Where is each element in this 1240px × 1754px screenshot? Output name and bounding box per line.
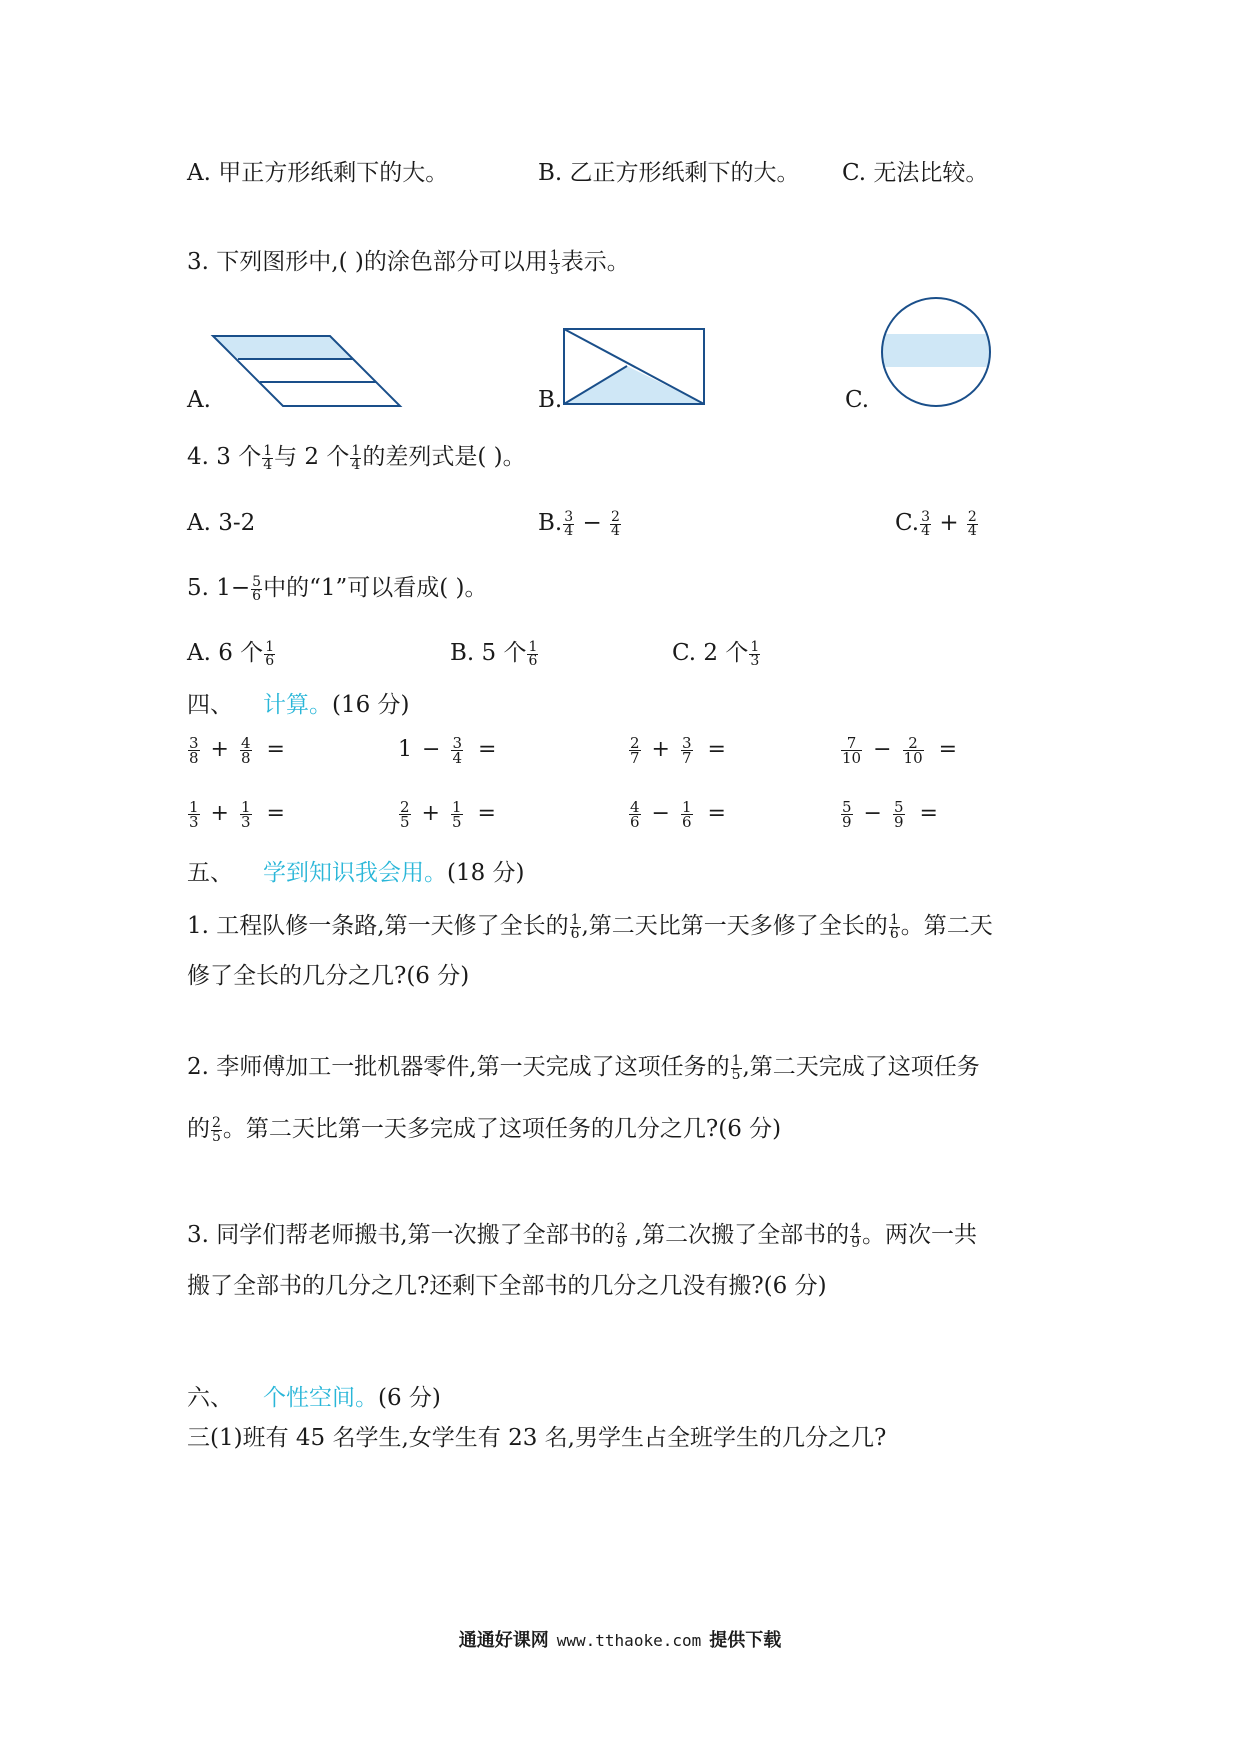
problem-3-line-1 xyxy=(187,1220,977,1250)
q5-option-b xyxy=(450,638,539,668)
calc-expression xyxy=(398,799,496,829)
problem-2-line-2 xyxy=(187,1114,781,1144)
q4-oc-fraction-2 xyxy=(967,508,978,539)
footer-site-name: 通通好课网 xyxy=(458,1630,549,1651)
q5-option-c xyxy=(672,638,761,668)
calc-fraction-b xyxy=(893,797,905,831)
q3-text-pre: 3. 下列图形中,( )的涂色部分可以用 xyxy=(187,249,548,275)
calc-fraction-b xyxy=(681,733,693,767)
calc-fraction-a xyxy=(841,733,862,767)
calc-expression xyxy=(628,735,726,765)
q5-f-num: 5 xyxy=(252,573,262,590)
p1-text-a: 1. 工程队修一条路,第一天修了全长的 xyxy=(187,913,569,939)
calc-fraction-a-num: 4 xyxy=(630,797,640,816)
q3-text-post: 表示。 xyxy=(560,249,630,275)
q4-ob-f1-num: 3 xyxy=(564,508,574,525)
q2-option-a: A. 甲正方形纸剩下的大。 xyxy=(187,160,449,186)
section-4-title: 计算。 xyxy=(263,692,332,718)
q5-f-den: 6 xyxy=(252,587,262,604)
p2-f1-den: 5 xyxy=(731,1066,741,1083)
q3-frac-den: 3 xyxy=(549,261,559,278)
q5-stem xyxy=(187,573,488,603)
calc-fraction-b-num: 3 xyxy=(681,733,692,752)
q3-stem xyxy=(187,247,630,277)
calc-equals: = xyxy=(266,737,285,762)
p1-f1-num: 1 xyxy=(570,911,580,928)
p3-text-b: ,第二次搬了全部书的 xyxy=(627,1222,850,1248)
p3-f2-num: 4 xyxy=(851,1220,861,1237)
q4-oc-f1-num: 3 xyxy=(921,508,931,525)
q4-oc-f2-num: 2 xyxy=(967,508,977,525)
q4-oc-f2-den: 4 xyxy=(967,522,977,539)
p3-text-c: 。两次一共 xyxy=(862,1222,978,1248)
calc-fraction-b-den: 9 xyxy=(893,812,904,831)
calc-fraction-b-num: 1 xyxy=(240,797,251,816)
section-4-number: 四、 xyxy=(187,692,233,718)
q5-oa-fraction xyxy=(264,638,275,669)
calc-fraction-b-num: 2 xyxy=(903,736,924,751)
q5-ob-text: B. 5 个 xyxy=(450,640,527,666)
p1-fraction-2 xyxy=(889,911,900,942)
p2-text-d: 。第二天比第一天多完成了这项任务的几分之几?(6 分) xyxy=(222,1116,782,1142)
section-6-number: 六、 xyxy=(187,1385,233,1411)
q4-f1-den: 4 xyxy=(263,456,273,473)
p3-fraction-1 xyxy=(616,1220,627,1251)
problem-3-line-2: 搬了全部书的几分之几?还剩下全部书的几分之几没有搬?(6 分) xyxy=(187,1273,827,1299)
q5-oc-fraction xyxy=(749,638,760,669)
p3-fraction-2 xyxy=(850,1220,861,1251)
calc-fraction-a-den: 9 xyxy=(842,812,852,831)
calc-fraction-a xyxy=(629,733,641,767)
calc-equals: = xyxy=(477,801,496,826)
calc-fraction-a-den: 8 xyxy=(189,748,199,767)
q4-ob-f2-den: 4 xyxy=(611,522,620,539)
p2-f2-den: 5 xyxy=(212,1128,221,1145)
calc-fraction-b-den: 4 xyxy=(452,748,462,767)
calc-fraction-a-num: 3 xyxy=(189,733,199,752)
q5-oa-den: 6 xyxy=(265,652,275,669)
q5-text-1: 5. 1− xyxy=(187,575,251,601)
q4-oc-operator: + xyxy=(932,510,966,536)
q3-label-c: C. xyxy=(845,387,870,413)
section-6-score: (6 分) xyxy=(378,1385,441,1411)
calc-fraction-a-den: 5 xyxy=(400,812,410,831)
calc-equals: = xyxy=(938,737,958,762)
q3-label-b: B. xyxy=(538,387,563,413)
calc-fraction-b xyxy=(903,733,924,767)
calc-fraction-a xyxy=(188,733,200,767)
calc-operator: − xyxy=(873,737,892,762)
calc-expression xyxy=(398,735,496,765)
calc-fraction-a-num: 7 xyxy=(841,736,862,751)
p1-text-c: 。第二天 xyxy=(900,913,993,939)
p1-f2-den: 6 xyxy=(889,925,899,942)
q3-frac-num: 1 xyxy=(549,247,559,264)
q4-f2-num: 1 xyxy=(351,442,361,459)
section-5-score: (18 分) xyxy=(447,860,525,886)
q4-option-c-label: C. xyxy=(895,510,920,536)
q4-f2-den: 4 xyxy=(351,456,361,473)
calc-whole: 1 xyxy=(398,737,412,762)
calc-fraction-b-den: 10 xyxy=(903,748,923,767)
calc-operator: − xyxy=(863,801,882,826)
p3-f1-num: 2 xyxy=(616,1220,626,1237)
p2-text-c: 的 xyxy=(187,1116,210,1142)
q5-ob-den: 6 xyxy=(528,652,538,669)
calc-fraction-b-num: 1 xyxy=(451,797,462,816)
calc-fraction-b xyxy=(240,733,252,767)
q4-ob-f2-num: 2 xyxy=(611,508,620,525)
calc-equals: = xyxy=(266,801,285,826)
calc-fraction-a-den: 7 xyxy=(630,748,640,767)
q5-oc-num: 1 xyxy=(750,638,760,655)
calc-operator: + xyxy=(210,737,229,762)
rectangle-shaded-triangle xyxy=(564,366,704,404)
rectangle-figure xyxy=(561,326,707,408)
problem-1-line-1 xyxy=(187,911,993,941)
calc-equals: = xyxy=(919,801,938,826)
section-4-heading xyxy=(187,690,410,720)
calc-fraction-a xyxy=(629,797,641,831)
q5-option-a xyxy=(187,638,276,668)
circle-shaded-band xyxy=(878,334,994,367)
q5-oa-num: 1 xyxy=(265,638,275,655)
p2-fraction-2 xyxy=(211,1114,222,1145)
q4-option-a: A. 3-2 xyxy=(187,510,256,536)
q3-fraction xyxy=(549,247,560,278)
q3-label-a: A. xyxy=(187,387,211,413)
calc-fraction-a-num: 2 xyxy=(630,733,640,752)
q2-option-c: C. 无法比较。 xyxy=(842,160,989,186)
section-6-heading xyxy=(187,1383,441,1413)
section-5-number: 五、 xyxy=(187,860,233,886)
problem-2-line-1 xyxy=(187,1052,980,1082)
calc-fraction-b xyxy=(240,797,252,831)
p2-fraction-1 xyxy=(731,1052,742,1083)
calc-fraction-b-num: 5 xyxy=(893,797,904,816)
p1-fraction-1 xyxy=(570,911,581,942)
calc-fraction-a-den: 10 xyxy=(842,748,862,767)
q4-text-2: 与 2 个 xyxy=(274,444,350,470)
calc-fraction-b-den: 3 xyxy=(240,812,251,831)
footer-url[interactable]: www.tthaoke.com xyxy=(556,1631,702,1650)
calc-fraction-b-den: 8 xyxy=(240,748,251,767)
calc-operator: − xyxy=(422,737,441,762)
q4-fraction-2 xyxy=(350,442,361,473)
calc-fraction-a-num: 1 xyxy=(189,797,199,816)
p3-text-a: 3. 同学们帮老师搬书,第一次搬了全部书的 xyxy=(187,1222,615,1248)
calc-fraction-b xyxy=(451,797,463,831)
q5-text-2: 中的“1”可以看成( )。 xyxy=(263,575,488,601)
section-6-title: 个性空间。 xyxy=(263,1385,378,1411)
calc-fraction-a-den: 3 xyxy=(189,812,199,831)
calc-operator: + xyxy=(421,801,440,826)
q4-option-b xyxy=(538,508,622,538)
calc-fraction-b-den: 5 xyxy=(451,812,462,831)
q5-ob-num: 1 xyxy=(528,638,538,655)
calc-fraction-a xyxy=(188,797,200,831)
calc-equals: = xyxy=(477,737,497,762)
calc-equals: = xyxy=(707,801,726,826)
p2-f1-num: 1 xyxy=(731,1052,741,1069)
q2-option-b: B. 乙正方形纸剩下的大。 xyxy=(538,160,800,186)
parallelogram-shaded-strip xyxy=(213,336,353,359)
calc-fraction-a xyxy=(399,797,411,831)
calc-fraction-b-den: 6 xyxy=(681,812,692,831)
calc-expression xyxy=(628,799,726,829)
q5-oc-den: 3 xyxy=(750,652,760,669)
q4-option-c xyxy=(895,508,979,538)
p3-f2-den: 9 xyxy=(851,1234,861,1251)
parallelogram-figure xyxy=(210,334,406,410)
p1-f1-den: 6 xyxy=(570,925,580,942)
calc-fraction-b-num: 1 xyxy=(681,797,692,816)
calc-fraction-b-num: 3 xyxy=(452,733,462,752)
section-4-score: (16 分) xyxy=(332,692,410,718)
problem-6: 三(1)班有 45 名学生,女学生有 23 名,男学生占全班学生的几分之几? xyxy=(187,1425,887,1451)
q4-text-3: 的差列式是( )。 xyxy=(362,444,526,470)
calc-fraction-b-num: 4 xyxy=(240,733,251,752)
footer-tail: 提供下载 xyxy=(709,1630,782,1651)
q4-ob-fraction-1 xyxy=(563,508,574,539)
calc-expression xyxy=(187,799,285,829)
calc-expression xyxy=(840,799,938,829)
problem-1-line-2: 修了全长的几分之几?(6 分) xyxy=(187,963,470,989)
q5-ob-fraction xyxy=(527,638,538,669)
q4-text-1: 4. 3 个 xyxy=(187,444,262,470)
q4-oc-f1-den: 4 xyxy=(921,522,931,539)
page-footer xyxy=(0,1626,1240,1652)
q5-fraction xyxy=(251,573,262,604)
q4-f1-num: 1 xyxy=(263,442,273,459)
section-5-title: 学到知识我会用。 xyxy=(263,860,447,886)
q4-option-b-label: B. xyxy=(538,510,563,536)
calc-operator: − xyxy=(651,801,670,826)
q4-ob-fraction-2 xyxy=(610,508,621,539)
q4-fraction-1 xyxy=(262,442,273,473)
calc-equals: = xyxy=(707,737,726,762)
q4-ob-operator: − xyxy=(575,510,610,536)
p1-text-b: ,第二天比第一天多修了全长的 xyxy=(581,913,888,939)
p3-f1-den: 9 xyxy=(616,1234,626,1251)
calc-fraction-a-num: 5 xyxy=(842,797,852,816)
calc-fraction-a-den: 6 xyxy=(630,812,640,831)
calc-fraction-b xyxy=(451,733,463,767)
q4-ob-f1-den: 4 xyxy=(564,522,574,539)
p1-f2-num: 1 xyxy=(889,911,899,928)
calc-operator: + xyxy=(210,801,229,826)
calc-expression xyxy=(840,735,957,765)
calc-operator: + xyxy=(651,737,670,762)
calc-fraction-a xyxy=(841,797,853,831)
calc-fraction-b-den: 7 xyxy=(681,748,692,767)
p2-text-b: ,第二天完成了这项任务 xyxy=(742,1054,980,1080)
q5-oc-text: C. 2 个 xyxy=(672,640,749,666)
section-5-heading xyxy=(187,858,525,888)
p2-f2-num: 2 xyxy=(212,1114,221,1131)
p2-text-a: 2. 李师傅加工一批机器零件,第一天完成了这项任务的 xyxy=(187,1054,730,1080)
calc-fraction-a-num: 2 xyxy=(400,797,410,816)
q4-stem xyxy=(187,442,526,472)
q5-oa-text: A. 6 个 xyxy=(187,640,264,666)
q4-oc-fraction-1 xyxy=(920,508,931,539)
calc-expression xyxy=(187,735,285,765)
calc-fraction-b xyxy=(681,797,693,831)
circle-figure xyxy=(878,294,994,410)
